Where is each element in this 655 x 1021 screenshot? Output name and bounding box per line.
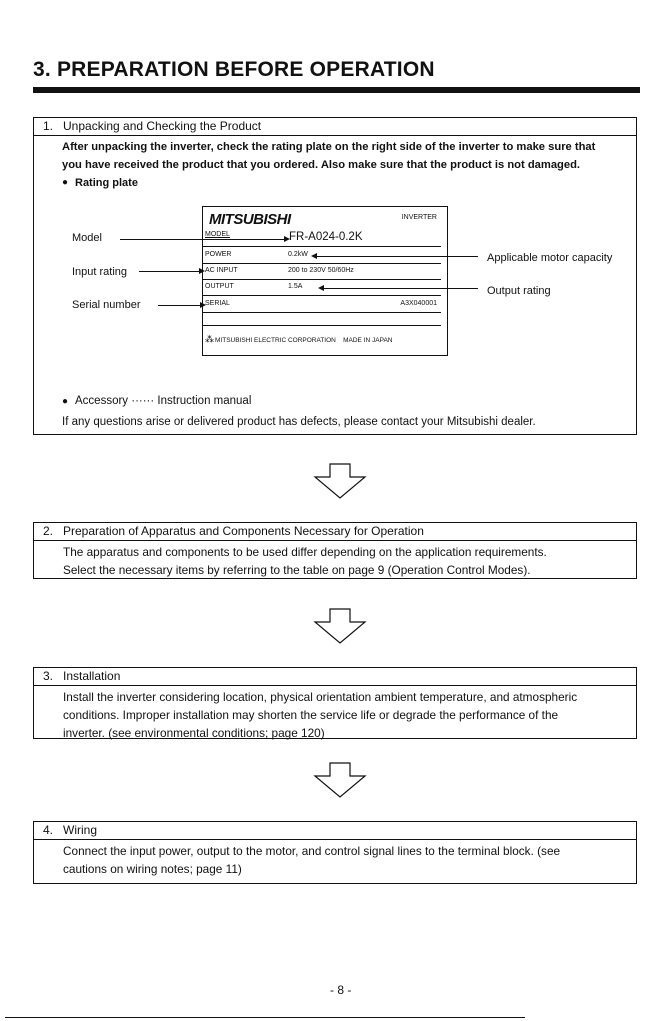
power-key: POWER bbox=[205, 251, 232, 258]
plate-divider bbox=[203, 295, 441, 296]
input-value: 200 to 230V 50/60Hz bbox=[288, 267, 354, 274]
arrowhead-motor-capacity bbox=[311, 253, 317, 259]
plate-divider bbox=[203, 312, 441, 313]
body-line-1: Connect the input power, output to the motor, and control signal lines to the terminal block. (see bbox=[63, 844, 561, 858]
input-key: AC INPUT bbox=[205, 267, 238, 274]
arrowhead-serial-number bbox=[200, 302, 206, 308]
plate-divider bbox=[203, 263, 441, 264]
output-value: 1.5A bbox=[288, 283, 303, 290]
page-number: - 8 - bbox=[330, 983, 352, 997]
section-heading bbox=[34, 118, 636, 136]
plate-type-label: INVERTER bbox=[401, 214, 437, 221]
section-number: 1. bbox=[43, 119, 54, 133]
plate-divider bbox=[203, 279, 441, 280]
flow-down-arrow-icon bbox=[313, 607, 367, 647]
accessory-line bbox=[62, 395, 251, 407]
plate-divider bbox=[203, 325, 441, 326]
section-title: Unpacking and Checking the Product bbox=[63, 119, 262, 133]
maker-logo-icon: ⁂ bbox=[205, 334, 214, 344]
accessory-text: Accessory ······ Instruction manual bbox=[75, 395, 252, 407]
callout-motor-capacity: Applicable motor capacity bbox=[487, 252, 613, 264]
section-heading bbox=[34, 822, 636, 840]
callout-output-rating: Output rating bbox=[487, 285, 551, 297]
arrowhead-output-rating bbox=[318, 285, 324, 291]
model-value: FR-A024-0.2K bbox=[289, 231, 363, 243]
bullet-rating-label: Rating plate bbox=[75, 177, 138, 189]
callout-serial-number: Serial number bbox=[72, 299, 141, 311]
section-number: 3. bbox=[43, 669, 54, 683]
serial-value: A3X040001 bbox=[400, 300, 437, 307]
arrow-input-rating bbox=[139, 271, 201, 272]
rating-plate bbox=[202, 206, 448, 356]
title-underline-bar bbox=[33, 87, 640, 93]
closing-line: If any questions arise or delivered product has defects, please contact your Mitsubishi dealer. bbox=[62, 416, 536, 428]
plate-divider bbox=[203, 246, 441, 247]
arrowhead-input-rating bbox=[199, 268, 205, 274]
bullet-icon: ● bbox=[62, 177, 69, 188]
plate-origin: MADE IN JAPAN bbox=[343, 337, 393, 344]
arrow-serial-number bbox=[158, 305, 202, 306]
body-line-2: cautions on wiring notes; page 11) bbox=[63, 862, 242, 876]
body-line-2: Select the necessary items by referring to the table on page 9 (Operation Control Modes). bbox=[63, 563, 531, 577]
intro-line-2: you have received the product that you ordered. Also make sure that the product is not damaged. bbox=[62, 159, 581, 171]
section-installation bbox=[33, 667, 637, 739]
arrow-model bbox=[120, 239, 286, 240]
section-title: Installation bbox=[63, 669, 121, 683]
section-preparation bbox=[33, 522, 637, 579]
section-heading bbox=[34, 523, 636, 541]
maker-name: MITSUBISHI ELECTRIC CORPORATION bbox=[215, 337, 336, 344]
bullet-rating-plate bbox=[62, 174, 630, 192]
section-wiring bbox=[33, 821, 637, 884]
flow-down-arrow-icon bbox=[313, 462, 367, 502]
section-number: 2. bbox=[43, 524, 54, 538]
section-title: Wiring bbox=[63, 823, 98, 837]
page-title: 3. PREPARATION BEFORE OPERATION bbox=[33, 58, 435, 81]
callout-model: Model bbox=[72, 232, 102, 244]
section-title: Preparation of Apparatus and Components Necessary for Operation bbox=[63, 524, 424, 538]
power-value: 0.2kW bbox=[288, 251, 308, 258]
output-key: OUTPUT bbox=[205, 283, 234, 290]
body-line-3: inverter. (see environmental conditions; page 120) bbox=[63, 726, 325, 740]
arrow-output-rating bbox=[323, 288, 478, 289]
body-line-1: Install the inverter considering location, physical orientation ambient temperature, and atmospheric bbox=[63, 690, 578, 704]
body-line-2: conditions. Improper installation may shorten the service life or degrade the performance of the bbox=[63, 708, 559, 722]
model-key: MODEL bbox=[205, 231, 230, 238]
plate-maker-line bbox=[205, 334, 392, 345]
brand-logo: MITSUBISHI bbox=[209, 211, 291, 228]
section-number: 4. bbox=[43, 823, 54, 837]
body-line-1: The apparatus and components to be used differ depending on the application requirements. bbox=[63, 545, 547, 559]
callout-input-rating: Input rating bbox=[72, 266, 128, 278]
arrow-motor-capacity bbox=[316, 256, 478, 257]
serial-key: SERIAL bbox=[205, 300, 230, 307]
flow-down-arrow-icon bbox=[313, 761, 367, 801]
bullet-icon: ● bbox=[62, 396, 69, 407]
section-heading bbox=[34, 668, 636, 686]
footer-rule bbox=[5, 1017, 525, 1018]
intro-line-1: After unpacking the inverter, check the rating plate on the right side of the inverter to make sure that bbox=[62, 141, 596, 153]
arrowhead-model bbox=[284, 236, 290, 242]
